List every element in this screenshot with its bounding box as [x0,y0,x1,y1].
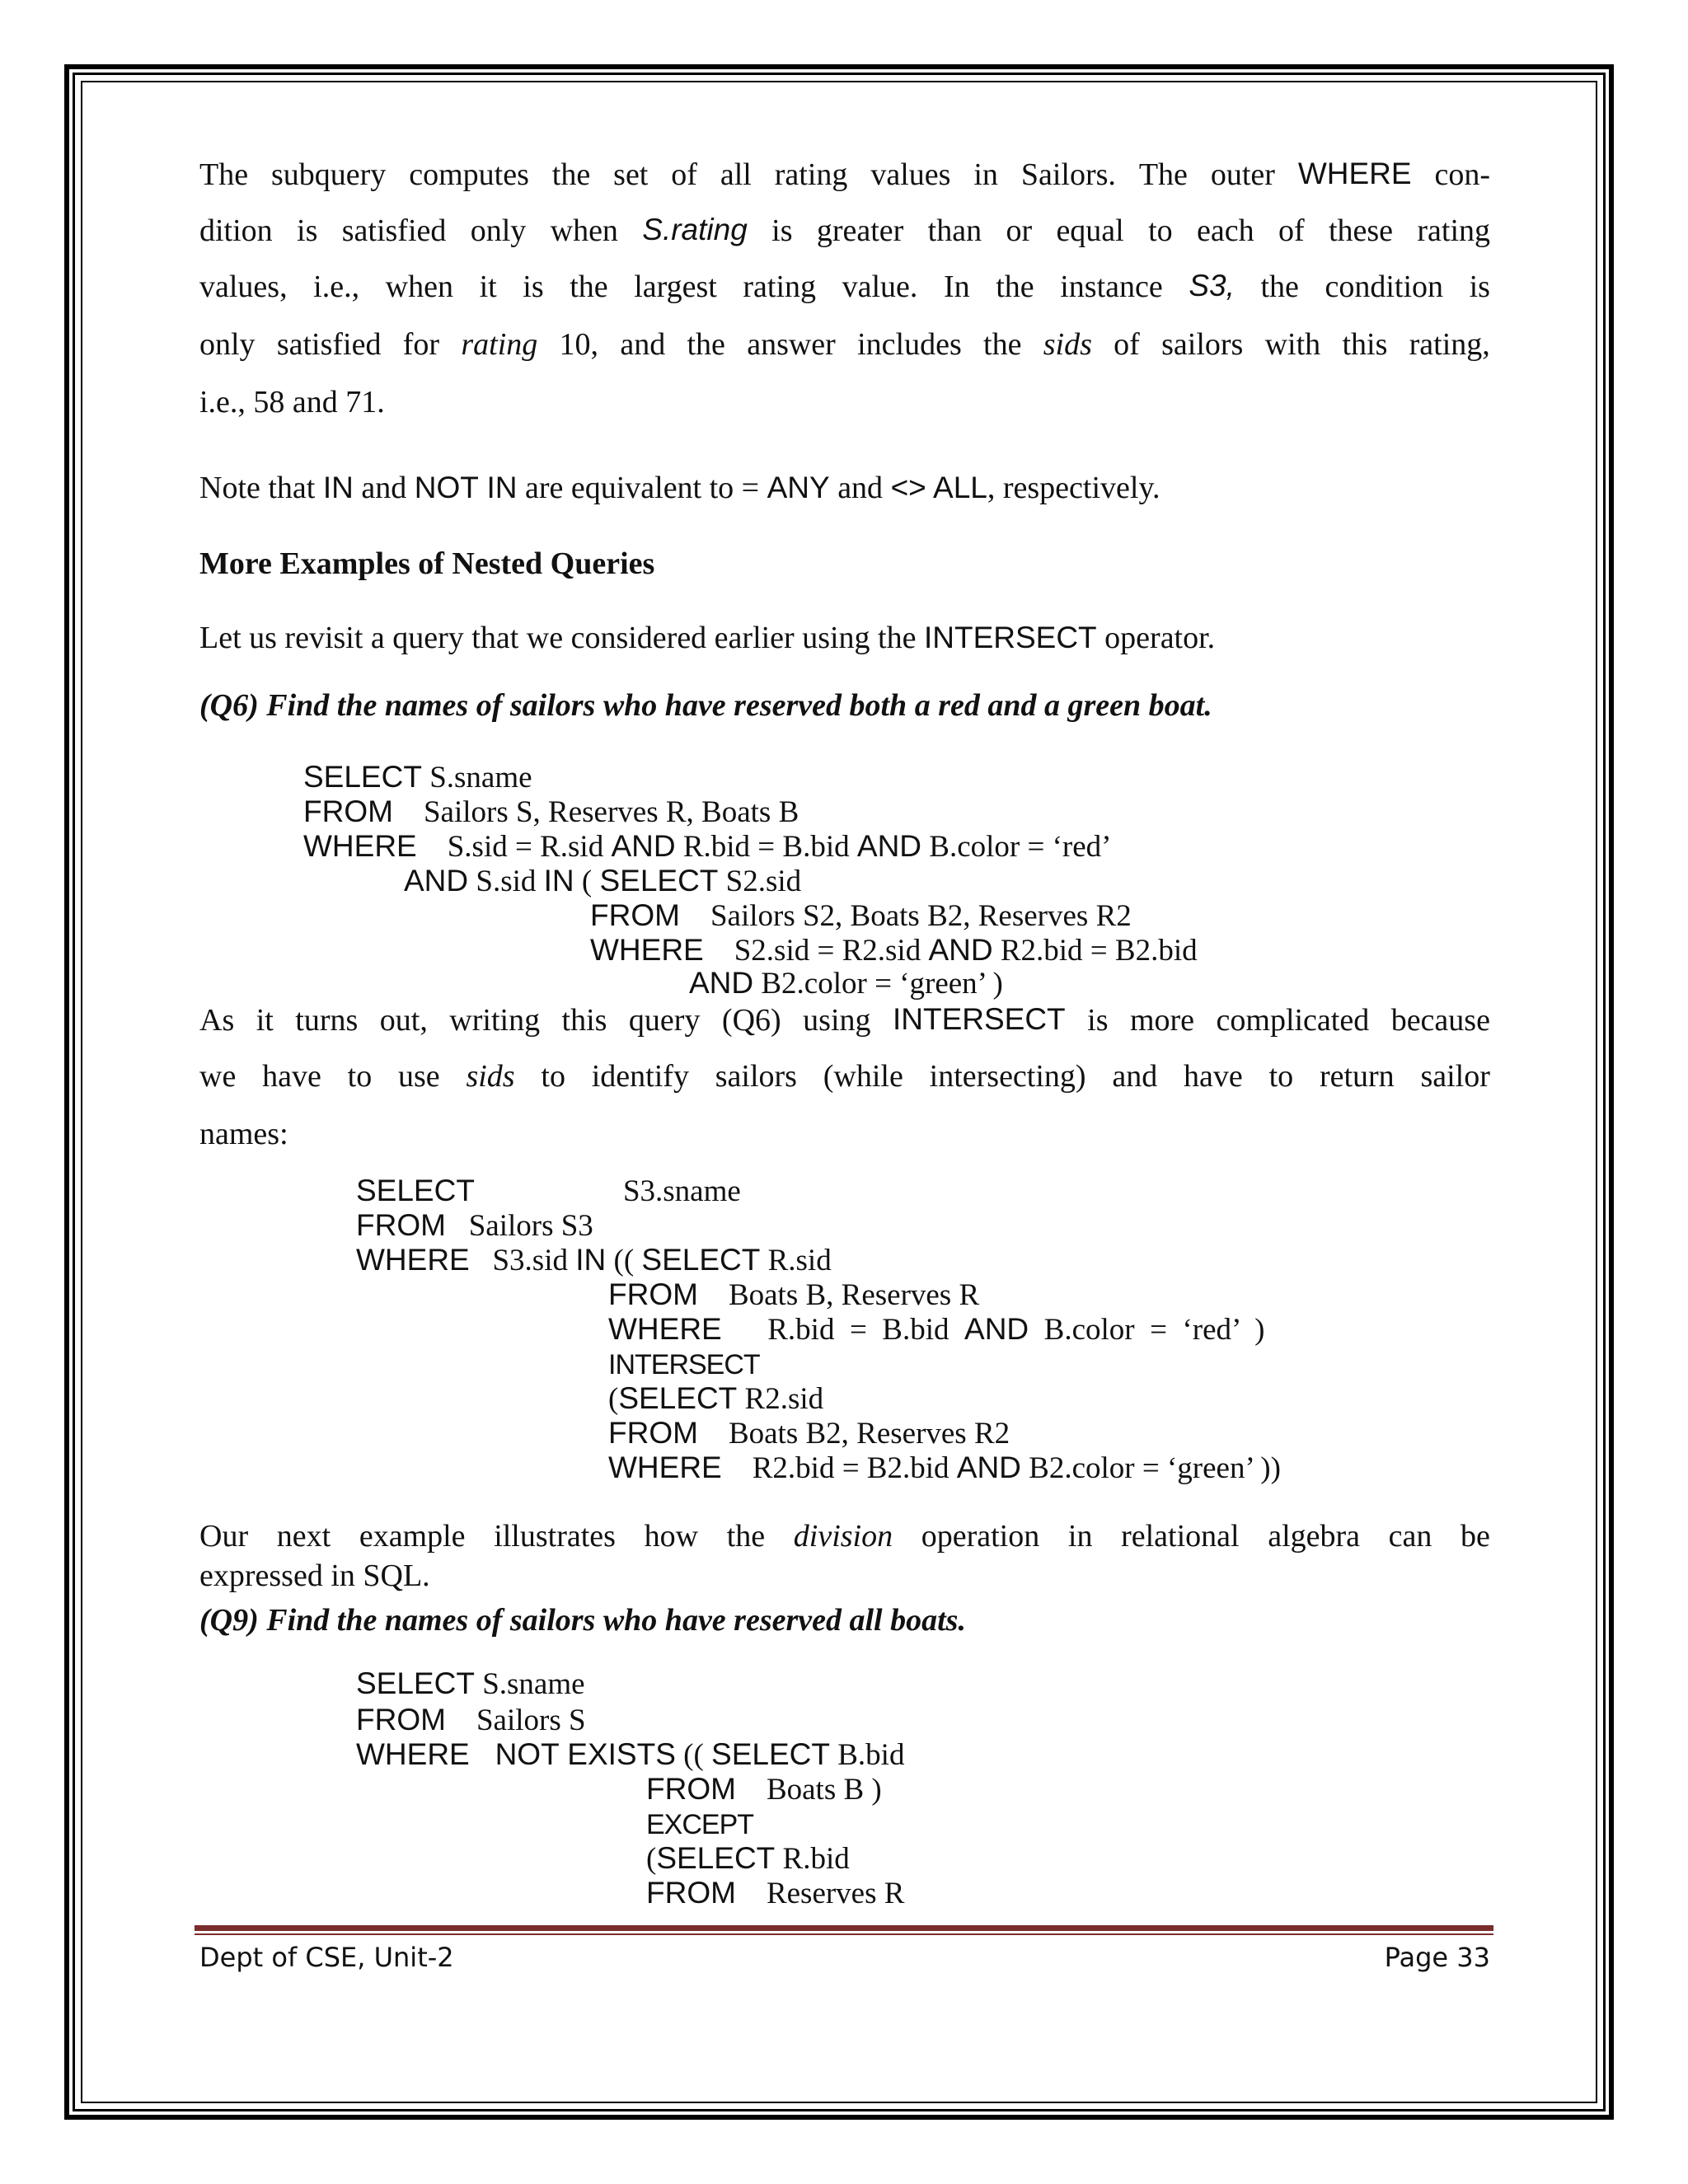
intersect-code-line6: INTERSECT [608,1349,760,1380]
intersect-code-line1: SELECT S3.sname [356,1174,741,1208]
footer-rule [195,1925,1493,1931]
intersect-code-line8: FROM Boats B2, Reserves R2 [608,1416,1010,1451]
q9-code-line1: SELECT S.sname [356,1666,585,1701]
q6-code-line5: FROM Sailors S2, Boats B2, Reserves R2 [590,898,1132,933]
intersect-code-line7: (SELECT R2.sid [608,1381,824,1416]
revisit-paragraph: Let us revisit a query that we considered earlier using the INTERSECT operator. [199,621,1216,655]
q9-code-line7: FROM Reserves R [646,1876,905,1910]
intersect-code-line4: FROM Boats B, Reserves R [608,1277,980,1312]
para3-line2: expressed in SQL. [199,1558,430,1593]
q6-code-line1: SELECT S.sname [303,760,532,794]
q6-heading: (Q6) Find the names of sailors who have reserved both a red and a green boat. [199,688,1212,723]
para2-line2: we have to use sids to identify sailors (while intersecting) and have to return sailor [199,1059,1490,1094]
footer-department: Dept of CSE, Unit-2 [199,1942,454,1973]
para1-line3: values, i.e., when it is the largest rating value. In the instance S3, the condition is [199,269,1490,304]
para2-line1: As it turns out, writing this query (Q6) using INTERSECT is more complicated because [199,1002,1490,1038]
q6-code-line6: WHERE S2.sid = R2.sid AND R2.bid = B2.bid [590,933,1198,968]
q6-code-line3: WHERE S.sid = R.sid AND R.bid = B.bid AND B.color = ‘red’ [303,829,1112,864]
q9-code-line5: EXCEPT [646,1809,754,1840]
q9-code-line2: FROM Sailors S [356,1703,586,1737]
intersect-code-line2: FROM Sailors S3 [356,1208,593,1243]
q9-code-line4: FROM Boats B ) [646,1772,882,1807]
q9-heading: (Q9) Find the names of sailors who have reserved all boats. [199,1603,966,1638]
intersect-code-line5: WHERE R.bid = B.bid AND B.color = ‘red’ ) [608,1312,1265,1347]
section-heading: More Examples of Nested Queries [199,546,655,581]
para1-line5: i.e., 58 and 71. [199,385,385,419]
footer-rule-thin [195,1933,1493,1935]
q9-code-line3: WHERE NOT EXISTS (( SELECT B.bid [356,1737,905,1772]
footer-page-number: Page 33 [1384,1942,1490,1973]
para3-line1: Our next example illustrates how the division operation in relational algebra can be [199,1519,1490,1554]
q6-code-line7: AND B2.color = ‘green’ ) [689,966,1003,1001]
q6-code-line2: FROM Sailors S, Reserves R, Boats B [303,794,799,829]
q6-code-line4: AND S.sid IN ( SELECT S2.sid [404,864,802,898]
note-paragraph: Note that IN and NOT IN are equivalent to = ANY and <> ALL, respectively. [199,471,1160,505]
q9-code-line6: (SELECT R.bid [646,1841,850,1876]
para1-line4: only satisfied for rating 10, and the answer includes the sids of sailors with this rating, [199,327,1490,362]
para1-line2: dition is satisfied only when S.rating is greater than or equal to each of these rating [199,213,1490,248]
para1-line1: The subquery computes the set of all rating values in Sailors. The outer WHERE con- [199,157,1490,192]
intersect-code-line3: WHERE S3.sid IN (( SELECT R.sid [356,1243,832,1277]
para2-line3: names: [199,1117,288,1151]
intersect-code-line9: WHERE R2.bid = B2.bid AND B2.color = ‘green’ )) [608,1451,1281,1485]
